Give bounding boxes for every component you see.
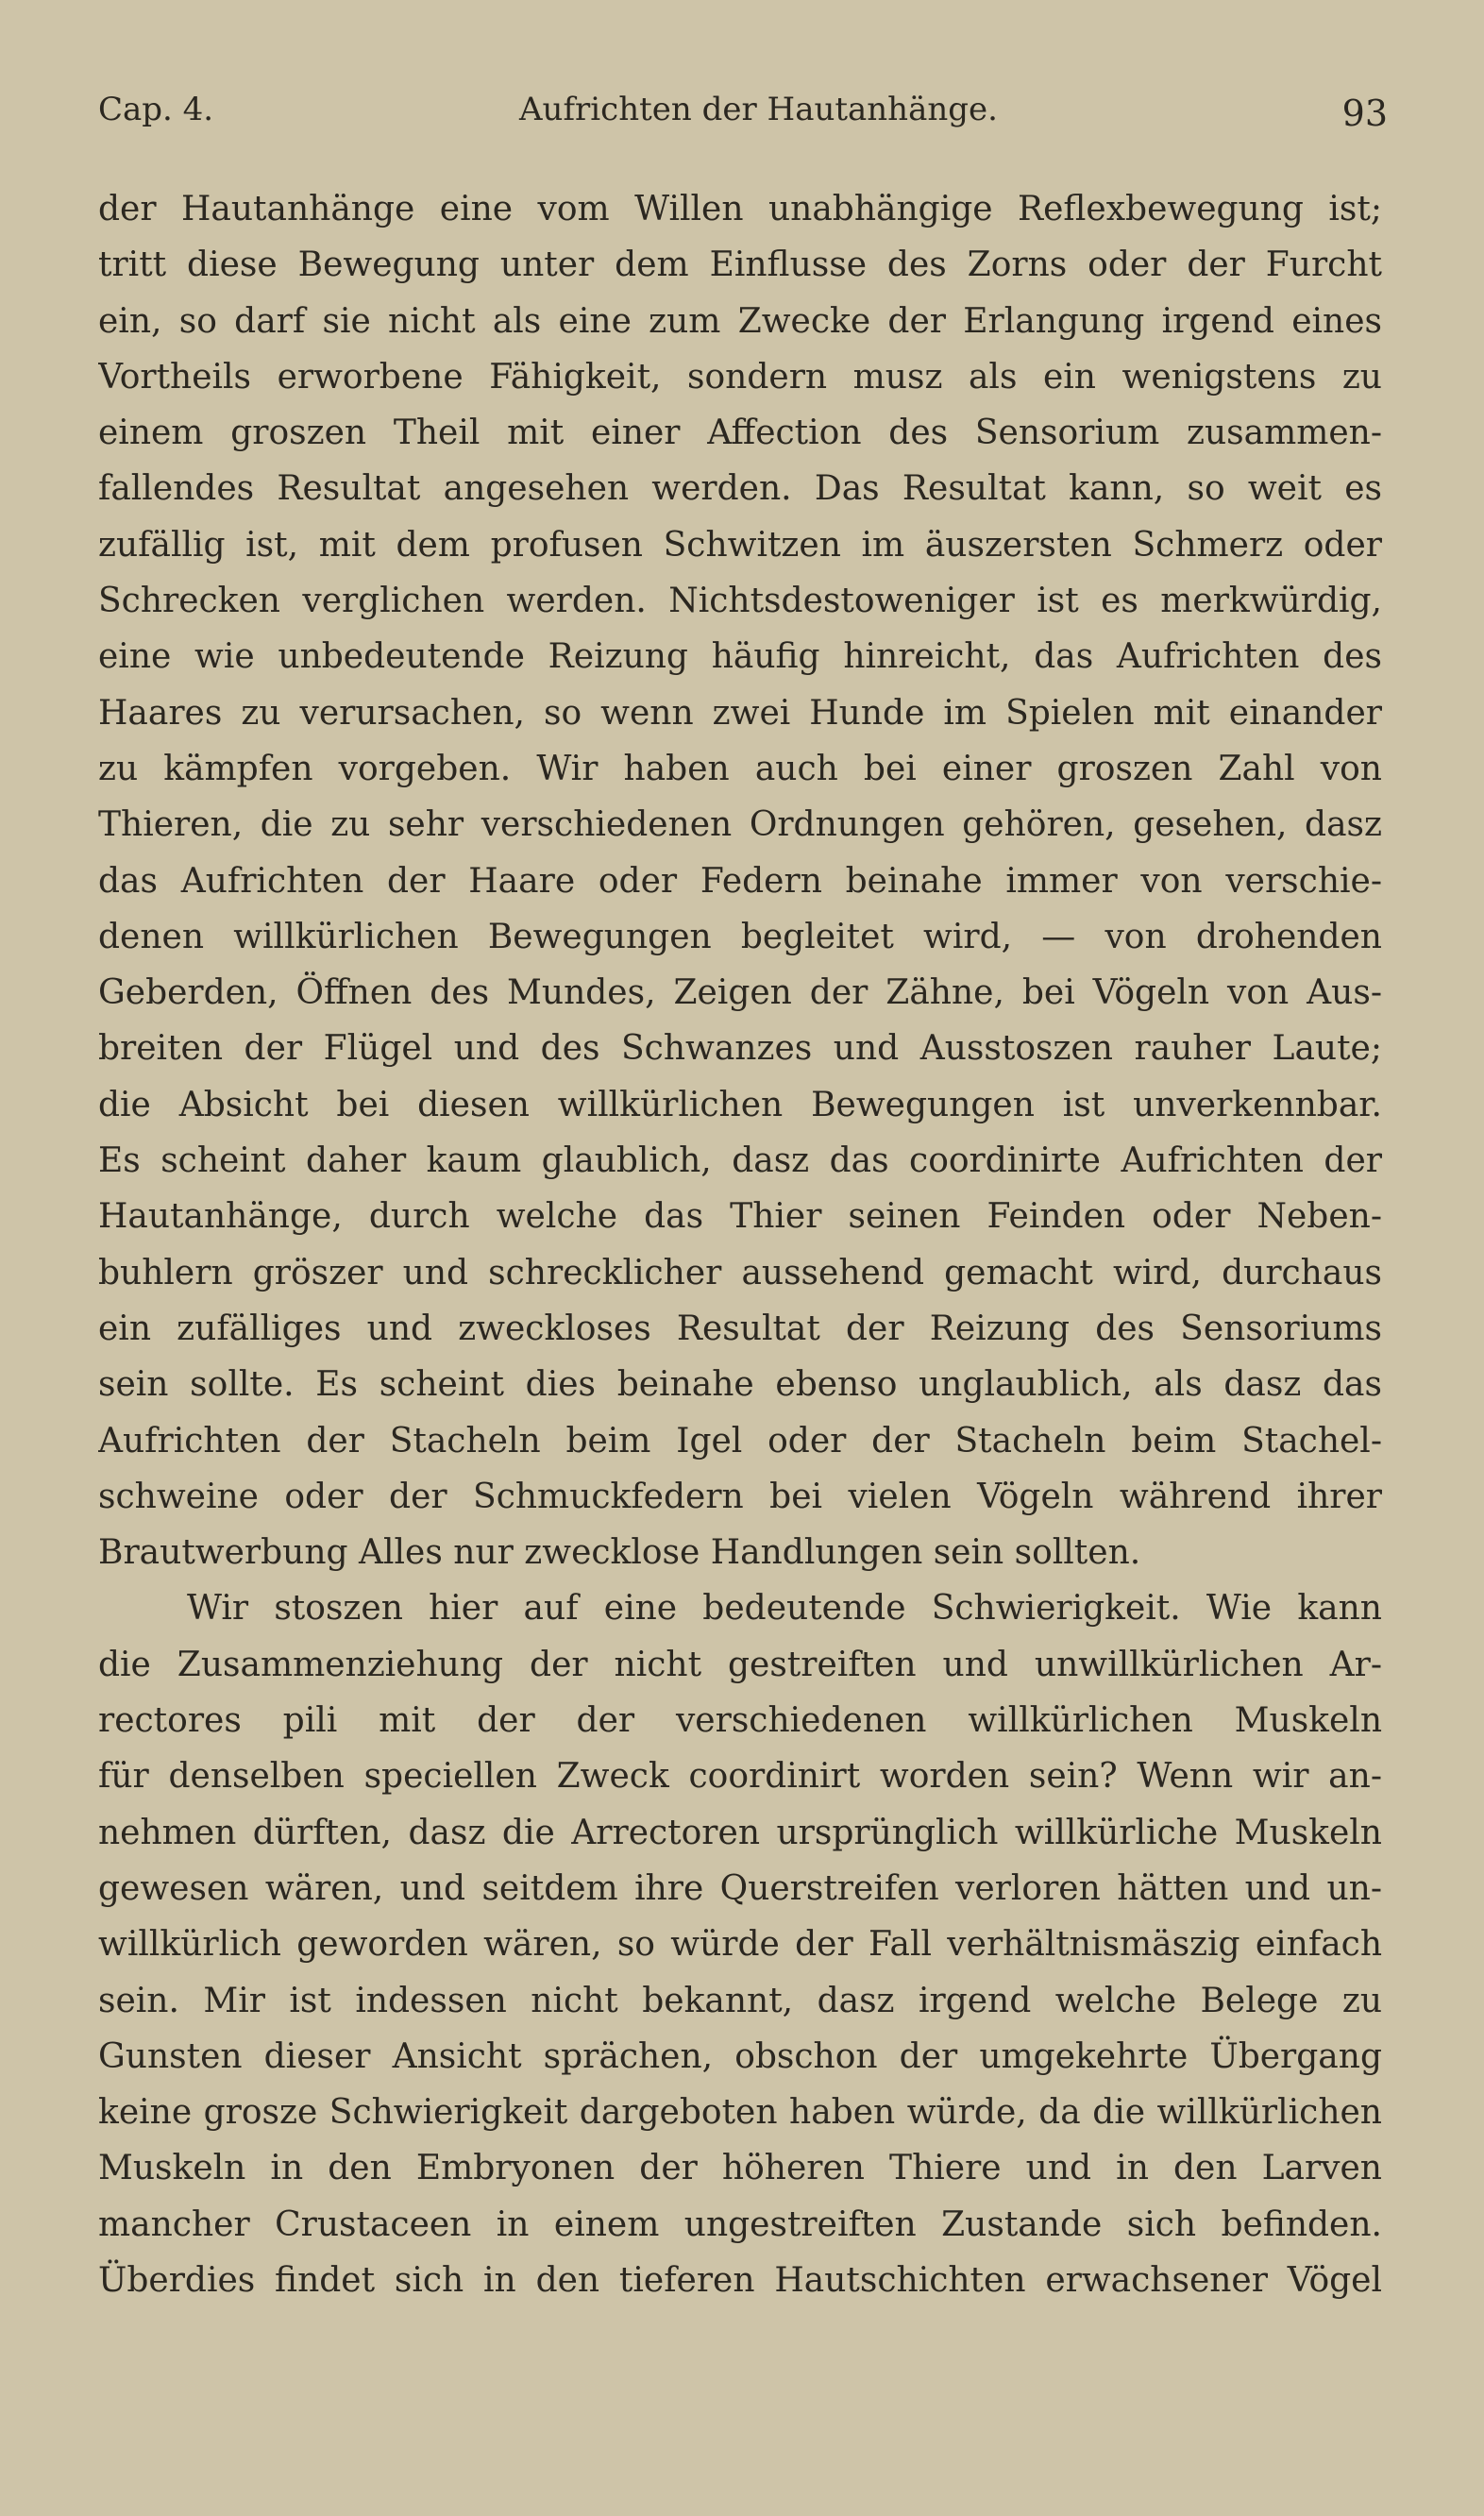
- chapter-label: Cap. 4.: [98, 91, 214, 128]
- running-header: [98, 91, 1388, 144]
- text-line: Thieren, die zu sehr verschiedenen Ordnungen gehören, gesehen, dasz: [98, 805, 1382, 845]
- text-line: breiten der Flügel und des Schwanzes und Ausstoszen rauher Laute;: [98, 1029, 1382, 1069]
- text-line: ein zufälliges und zweckloses Resultat der Reizung des Sensoriums: [98, 1309, 1382, 1348]
- text-line: fallendes Resultat angesehen werden. Das Resultat kann, so weit es: [98, 469, 1382, 509]
- text-line: sein. Mir ist indessen nicht bekannt, dasz irgend welche Belege zu: [98, 1981, 1382, 2020]
- text-line: Es scheint daher kaum glaublich, dasz das coordinirte Aufrichten der: [98, 1141, 1382, 1181]
- text-line: zu kämpfen vorgeben. Wir haben auch bei einer groszen Zahl von: [98, 749, 1382, 788]
- page-number: 93: [1341, 93, 1388, 134]
- text-line: die Absicht bei diesen willkürlichen Bewegungen ist unverkennbar.: [98, 1085, 1382, 1124]
- paragraph-start-line: Wir stoszen hier auf eine bedeutende Schwierigkeit. Wie kann: [187, 1589, 1382, 1629]
- text-line: schweine oder der Schmuckfedern bei vielen Vögeln während ihrer: [98, 1477, 1382, 1516]
- text-line: die Zusammenziehung der nicht gestreiften und unwillkürlichen Ar-: [98, 1645, 1382, 1684]
- text-line: für denselben speciellen Zweck coordinirt worden sein? Wenn wir an-: [98, 1757, 1382, 1797]
- body-text: [98, 181, 1382, 2308]
- text-line: denen willkürlichen Bewegungen begleitet wird, — von drohenden: [98, 917, 1382, 956]
- text-line: sein sollte. Es scheint dies beinahe ebenso unglaublich, als dasz das: [98, 1365, 1382, 1405]
- text-line: eine wie unbedeutende Reizung häufig hinreicht, das Aufrichten des: [98, 637, 1382, 677]
- text-line: Schrecken verglichen werden. Nichtsdestoweniger ist es merkwürdig,: [98, 582, 1382, 621]
- text-line: Überdies findet sich in den tieferen Hautschichten erwachsener Vögel: [98, 2260, 1382, 2300]
- text-line: Muskeln in den Embryonen der höheren Thiere und in den Larven: [98, 2149, 1382, 2188]
- text-line: das Aufrichten der Haare oder Federn beinahe immer von verschie-: [98, 861, 1382, 901]
- text-line: zufällig ist, mit dem profusen Schwitzen im äuszersten Schmerz oder: [98, 525, 1382, 565]
- text-line: Geberden, Öffnen des Mundes, Zeigen der Zähne, bei Vögeln von Aus-: [98, 973, 1382, 1013]
- text-line: ein, so darf sie nicht als eine zum Zwecke der Erlangung irgend eines: [98, 301, 1382, 341]
- text-line: mancher Crustaceen in einem ungestreiften Zustande sich befinden.: [98, 2204, 1382, 2244]
- text-line: keine grosze Schwierigkeit dargeboten haben würde, da die willkürlichen: [98, 2093, 1382, 2133]
- text-line: Gunsten dieser Ansicht sprächen, obschon der umgekehrte Übergang: [98, 2036, 1382, 2076]
- text-line: buhlern gröszer und schrecklicher aussehend gemacht wird, durchaus: [98, 1253, 1382, 1292]
- text-line: einem groszen Theil mit einer Affection des Sensorium zusammen-: [98, 414, 1382, 453]
- text-line: gewesen wären, und seitdem ihre Querstreifen verloren hätten und un-: [98, 1868, 1382, 1908]
- text-line: Brautwerbung Alles nur zwecklose Handlungen sein sollten.: [98, 1533, 1141, 1573]
- text-line: der Hautanhänge eine vom Willen unabhängige Reflexbewegung ist;: [98, 190, 1382, 228]
- running-title: Aufrichten der Hautanhänge.: [519, 91, 998, 128]
- text-line: Aufrichten der Stacheln beim Igel oder der Stacheln beim Stachel-: [98, 1421, 1382, 1461]
- text-line: Haares zu verursachen, so wenn zwei Hunde im Spielen mit einander: [98, 693, 1382, 733]
- text-line: Hautanhänge, durch welche das Thier seinen Feinden oder Neben-: [98, 1197, 1382, 1237]
- text-line: Vortheils erworbene Fähigkeit, sondern musz als ein wenigstens zu: [98, 357, 1382, 397]
- text-line: willkürlich geworden wären, so würde der Fall verhältnismäszig einfach: [98, 1925, 1382, 1965]
- text-line: tritt diese Bewegung unter dem Einflusse des Zorns oder der Furcht: [98, 245, 1382, 285]
- text-line: nehmen dürften, dasz die Arrectoren ursprünglich willkürliche Muskeln: [98, 1813, 1382, 1852]
- text-line: rectores pili mit der der verschiedenen willkürlichen Muskeln: [98, 1701, 1382, 1741]
